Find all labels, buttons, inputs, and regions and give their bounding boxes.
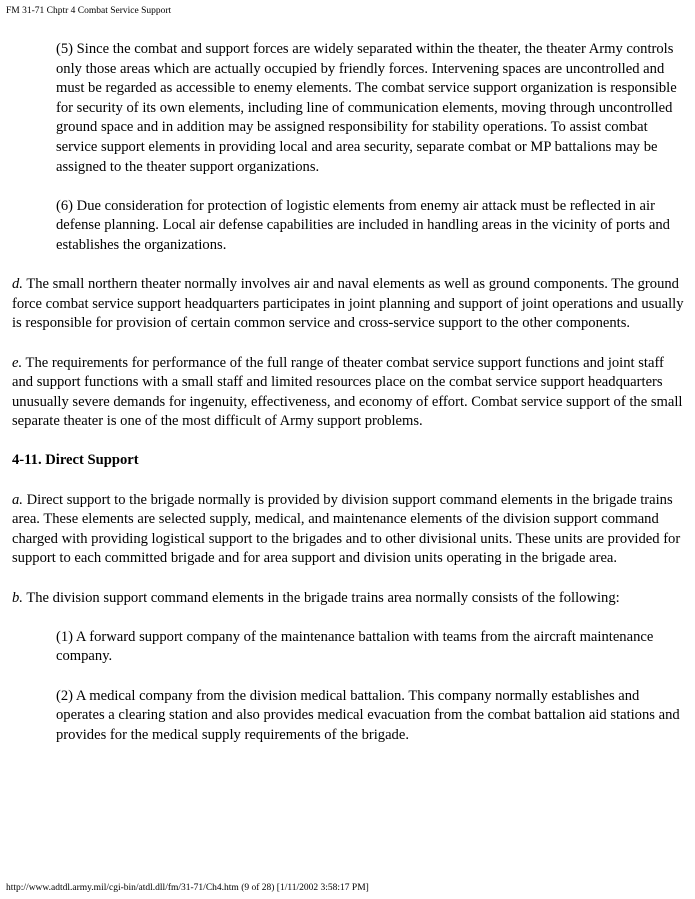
paragraph-a-text: Direct support to the brigade normally is provided by division support command elements in the brigade trains area. These elements are selected supply, medical, and maintenance elements of the division support command charged with providing logistical support to the brigades and to other divisional units. These units are provided for support to each committed brigade and for area support and division units operating in the brigade area.	[12, 491, 681, 567]
document-body	[12, 40, 684, 765]
page-header: FM 31-71 Chptr 4 Combat Service Support	[6, 6, 172, 16]
paragraph-a-label: a.	[12, 491, 23, 508]
paragraph-b-label: b.	[12, 589, 23, 606]
paragraph-d	[12, 275, 684, 334]
paragraph-a	[12, 491, 684, 569]
paragraph-d-label: d.	[12, 276, 23, 293]
paragraph-d-text: The small northern theater normally involves air and naval elements as well as ground components. The ground force combat service support headquarters participates in joint planning and support of joint operations and usually is responsible for provision of certain common service and cross-service support to the other components.	[12, 276, 684, 332]
paragraph-c6: (6) Due consideration for protection of logistic elements from enemy air attack must be reflected in air defense planning. Local air defense capabilities are included in handling areas in the vicinity of ports and establishes the organizations.	[56, 197, 670, 253]
paragraph-b	[12, 589, 684, 609]
paragraph-b1: (1) A forward support company of the maintenance battalion with teams from the aircraft maintenance company.	[56, 628, 654, 665]
section-heading: 4-11. Direct Support	[12, 452, 139, 469]
paragraph-e	[12, 354, 684, 432]
paragraph-c5: (5) Since the combat and support forces are widely separated within the theater, the theater Army controls only those areas which are actually occupied by friendly forces. Intervening spaces are uncontrolled and must be regarded as accessible to enemy elements. The combat service support organization is responsible for security of its own elements, including line of communication elements, moving through uncontrolled ground space and in addition may be assigned responsibility for stability operations. To assist combat service support elements in providing local and area security, separate combat or MP battalions may be assigned to the theater support organizations.	[56, 41, 677, 175]
paragraph-e-text: The requirements for performance of the full range of theater combat service support functions and joint staff and support functions with a small staff and limited resources place on the combat service support headquarters unusually severe demands for ingenuity, effectiveness, and economy of effort. Combat service support of the small separate theater is one of the most difficult of Army support problems.	[12, 354, 683, 430]
paragraph-b-text: The division support command elements in the brigade trains area normally consists of the following:	[22, 589, 620, 606]
paragraph-b2: (2) A medical company from the division medical battalion. This company normally establishes and operates a clearing station and also provides medical evacuation from the combat battalion aid stations and provides for the medical supply requirements of the brigade.	[56, 687, 680, 743]
paragraph-e-label: e.	[12, 354, 23, 371]
page-footer-url: http://www.adtdl.army.mil/cgi-bin/atdl.dll/fm/31-71/Ch4.htm (9 of 28) [1/11/2002 3:58:17 PM]	[6, 883, 369, 893]
